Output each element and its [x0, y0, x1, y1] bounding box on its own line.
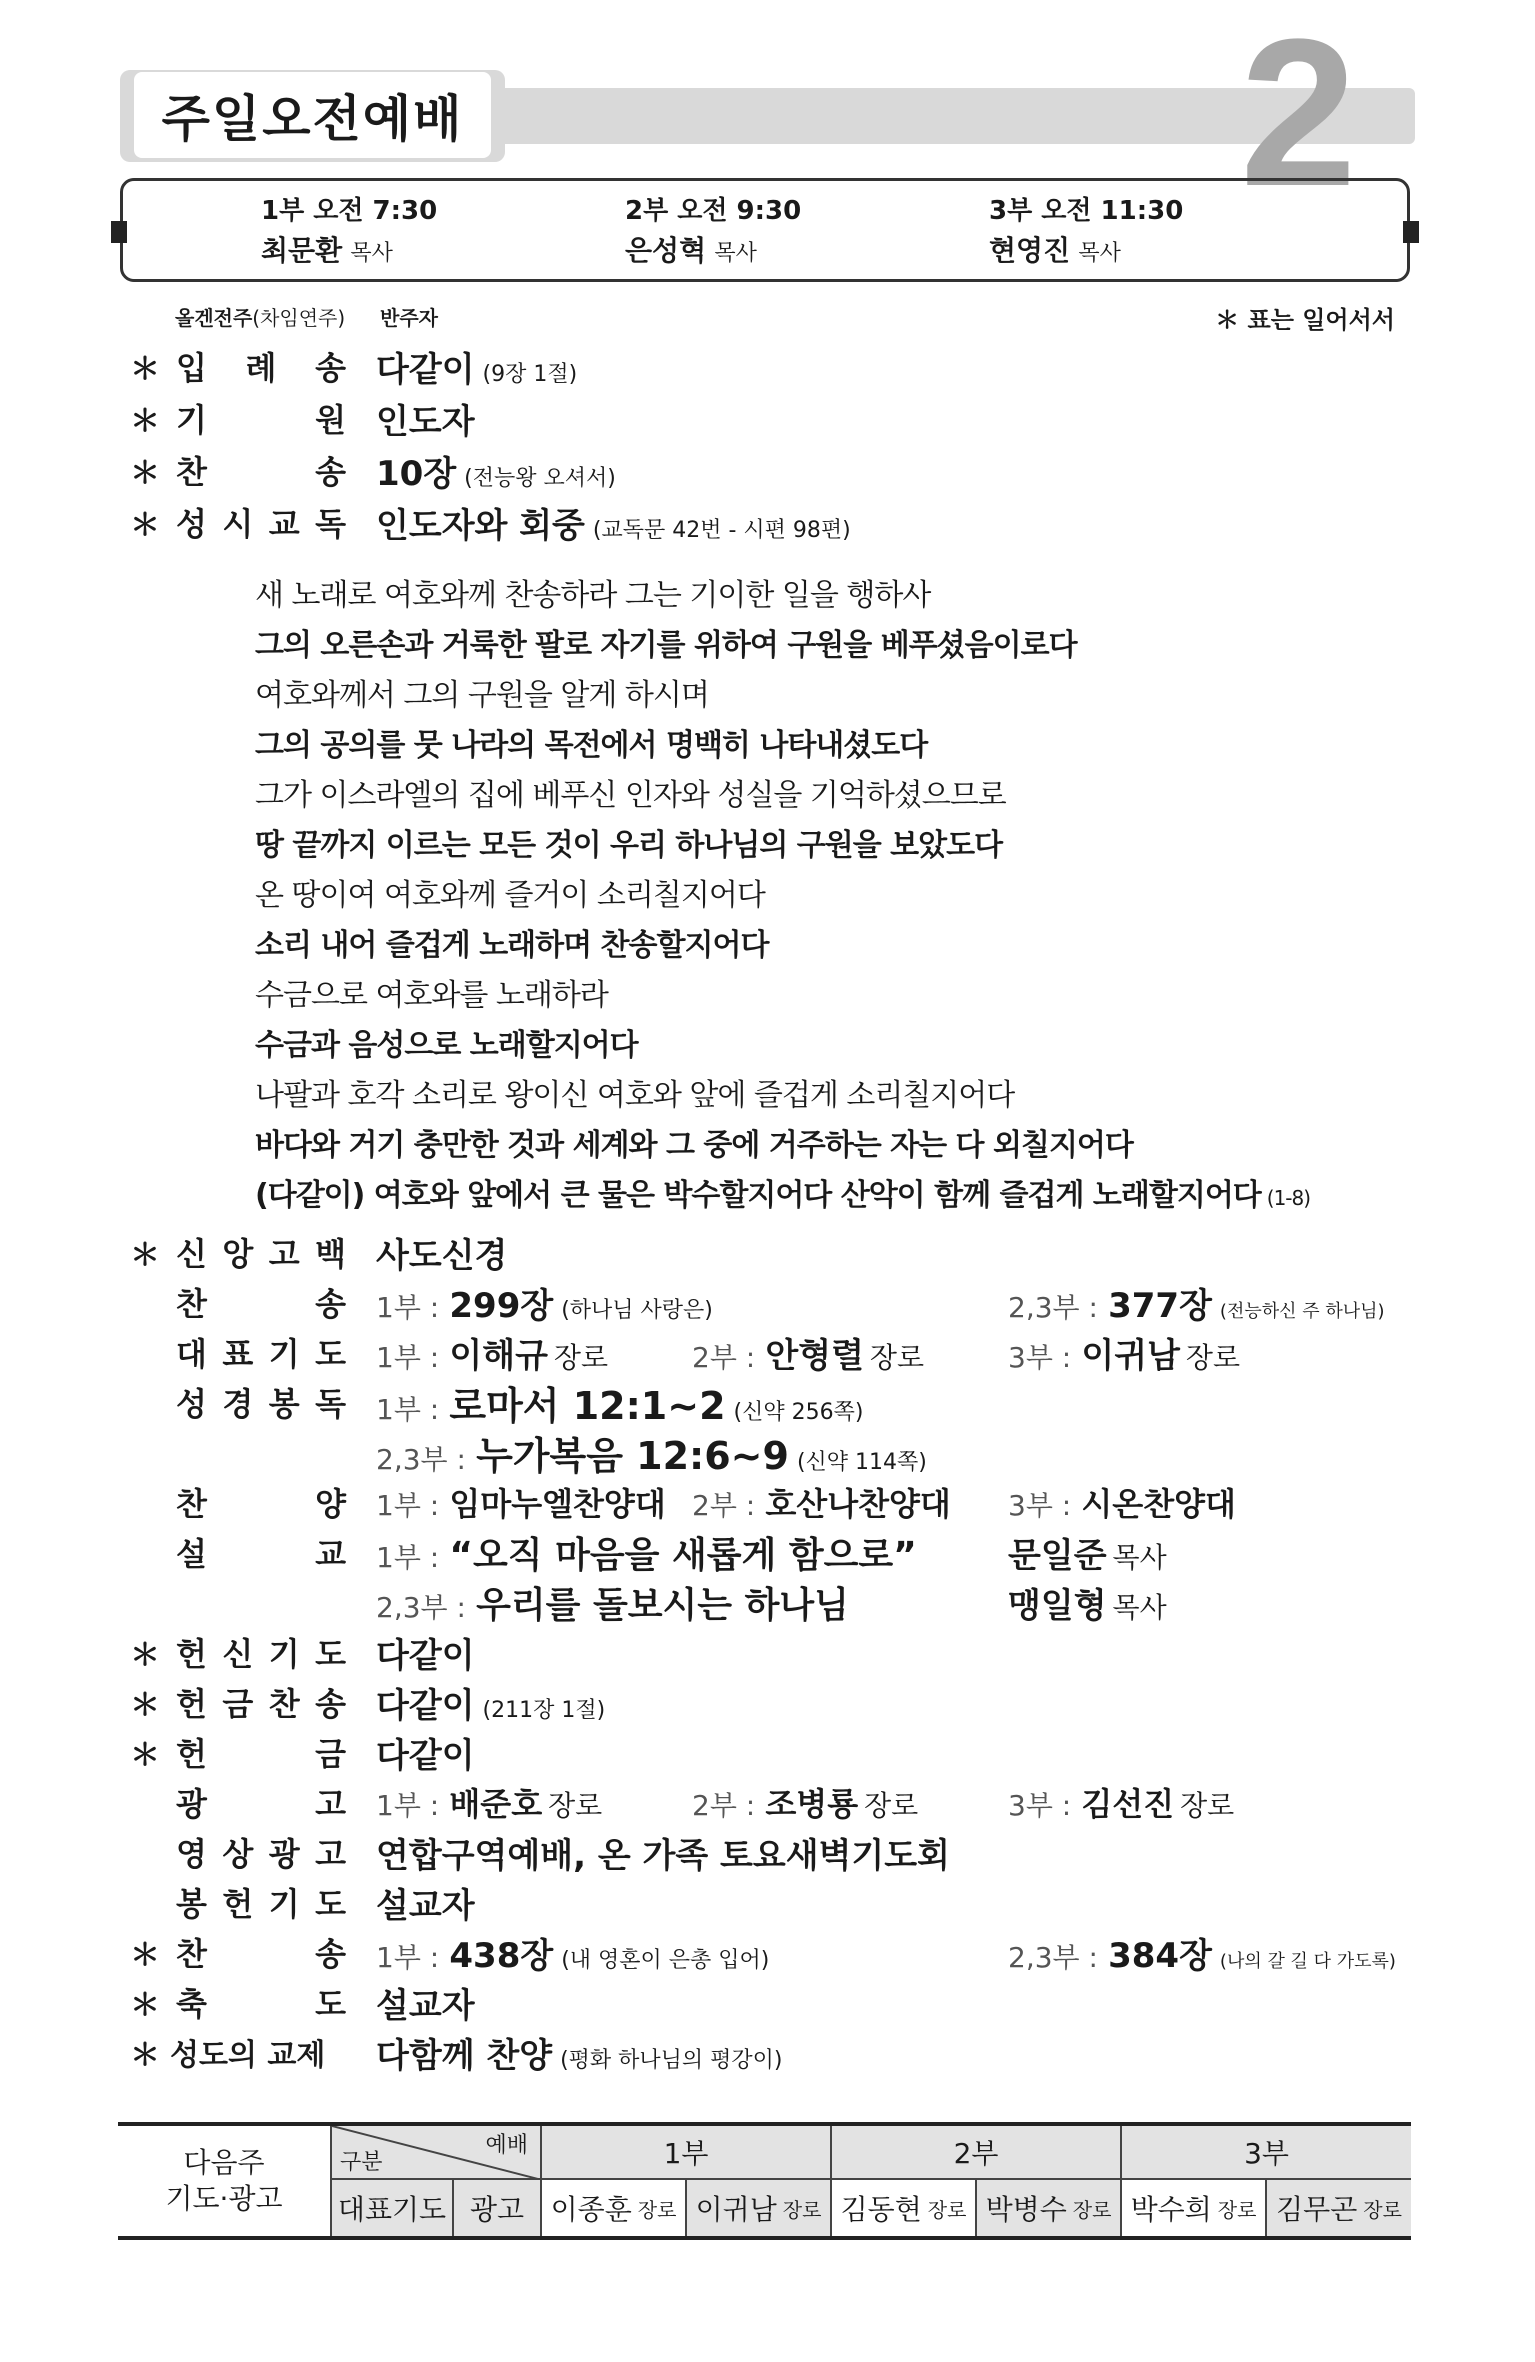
row-label: 성 시 교 독: [176, 505, 346, 543]
box-marker-left: [111, 221, 127, 243]
order-row-video-announcements: [130, 1828, 1435, 1876]
order-row-fellowship: [130, 2028, 1435, 2076]
row-content-3: 3부 : 김선진 장로: [1008, 1785, 1235, 1823]
service-3-time: 3부 오전 11:30: [989, 196, 1184, 226]
order-row-hymn-2: [130, 1278, 1435, 1326]
order-row-responsive-reading: [130, 498, 1435, 546]
person-cell: 김무곤 장로: [1265, 2180, 1411, 2236]
service-3-title: 목사: [1078, 241, 1121, 266]
row-content: 1부 : “오직 마음을 새롭게 함으로”: [376, 1534, 917, 1576]
row-label: 찬 송: [176, 1935, 346, 1973]
row-content-3: 3부 : 시온찬양대: [1008, 1485, 1236, 1523]
row-content: 설교자: [376, 1985, 475, 2026]
stand-star: ＊: [130, 1638, 160, 1673]
row-label-prayer: 대표기도: [330, 2180, 452, 2236]
row-content: 사도신경: [376, 1235, 508, 1276]
row-content-2: 2부 : 호산나찬양대: [692, 1485, 951, 1523]
order-row-benediction: [130, 1978, 1435, 2026]
reading-line: 땅 끝까지 이르는 모든 것이 우리 하나님의 구원을 보았도다: [255, 828, 1003, 863]
row-content: 다함께 찬양 (평화 하나님의 평강이): [376, 2035, 783, 2076]
service-1-time: 1부 오전 7:30: [261, 196, 438, 226]
stand-star: ＊: [130, 508, 160, 543]
service-2-pastor: 은성혁: [625, 234, 707, 267]
reading-line: 그의 공의를 뭇 나라의 목전에서 명백히 나타내셨도다: [255, 728, 928, 763]
corner-top-label: 예배: [485, 2133, 528, 2158]
stand-star: ＊: [130, 1688, 160, 1723]
row-content-2: 2,3부 : 384장 (나의 갈 길 다 가도록): [1008, 1935, 1396, 1976]
row-content: 연합구역예배, 온 가족 토요새벽기도회: [376, 1835, 950, 1876]
person-cell: 이귀남 장로: [685, 2180, 830, 2236]
service-3: [989, 191, 1183, 274]
page-title: 주일오전예배: [161, 90, 464, 148]
service-times-box: [120, 178, 1410, 282]
row-content: 1부 : 299장 (하나님 사랑은): [376, 1285, 713, 1326]
order-row-sermon-2: [130, 1578, 1435, 1626]
row-label: 기 원: [176, 401, 346, 439]
corner-header: [330, 2126, 540, 2180]
row-content: 2,3부 : 누가복음 12:6~9 (신약 114쪽): [376, 1433, 927, 1478]
row-content-3: 맹일형 목사: [1008, 1585, 1167, 1626]
row-content: 2,3부 : 우리를 돌보시는 하나님: [376, 1584, 849, 1626]
organ-sub: (차임연주): [252, 306, 346, 330]
order-row-creed: [130, 1228, 1435, 1276]
row-label: 신 앙 고 백: [176, 1235, 346, 1273]
reading-line: 소리 내어 즐겁게 노래하며 찬송할지어다: [255, 928, 769, 963]
row-content-3: 3부 : 이귀남 장로: [1008, 1335, 1241, 1376]
row-content: 인도자: [376, 401, 475, 442]
order-row-scripture: [130, 1378, 1435, 1426]
person-cell: 박병수 장로: [975, 2180, 1120, 2236]
next-week-title: 다음주 기도·광고: [165, 2146, 283, 2215]
person-cell: 김동현 장로: [830, 2180, 975, 2236]
stand-star: ＊: [130, 1938, 160, 1973]
row-label: 광 고: [176, 1785, 346, 1823]
row-content: 1부 : 임마누엘찬양대: [376, 1485, 666, 1523]
row-label: 찬 송: [176, 1285, 346, 1323]
row-label: 헌 금: [176, 1735, 346, 1773]
order-row-offering: [130, 1728, 1435, 1776]
service-2: [625, 191, 801, 274]
service-1: [261, 191, 437, 274]
reading-line-final: (다같이) 여호와 앞에서 큰 물은 박수할지어다 산악이 함께 즐겁게 노래할지어다 (1-8): [255, 1178, 1311, 1213]
next-week-table: [118, 2122, 1411, 2240]
row-content-2: 2,3부 : 377장 (전능하신 주 하나님): [1008, 1285, 1385, 1326]
row-content: 1부 : 이해규 장로: [376, 1335, 609, 1376]
row-content-2: 2부 : 안형렬 장로: [692, 1335, 925, 1376]
stand-note: ＊ 표는 일어서서: [1215, 306, 1395, 334]
order-row-offering-hymn: [130, 1678, 1435, 1726]
row-label: 찬 송: [176, 453, 346, 491]
service-2-time: 2부 오전 9:30: [625, 196, 802, 226]
order-row-prayer: [130, 1328, 1435, 1376]
title-box: [134, 72, 491, 158]
reading-line: 수금으로 여호와를 노래하라: [255, 978, 608, 1013]
row-content: 1부 : 438장 (내 영혼이 은총 입어): [376, 1935, 770, 1976]
row-label: 성 경 봉 독: [176, 1385, 346, 1423]
row-label: 영 상 광 고: [176, 1835, 346, 1873]
order-row-closing-hymn: [130, 1928, 1435, 1976]
service-2-title: 목사: [714, 241, 757, 266]
row-label: 입 례 송: [176, 349, 346, 387]
stand-star: ＊: [130, 1738, 160, 1773]
reading-line: 수금과 음성으로 노래할지어다: [255, 1028, 638, 1063]
reading-line: 나팔과 호각 소리로 왕이신 여호와 앞에 즐겁게 소리칠지어다: [255, 1078, 1015, 1113]
reading-line: 바다와 거기 충만한 것과 세계와 그 중에 거주하는 자는 다 외칠지어다: [255, 1128, 1133, 1163]
page-number: 2: [1240, 0, 1357, 230]
row-label: 대 표 기 도: [176, 1335, 346, 1373]
reading-line: 온 땅이여 여호와께 즐거이 소리칠지어다: [255, 878, 765, 913]
stand-star: ＊: [130, 404, 160, 439]
service-1-title: 목사: [350, 241, 393, 266]
row-label: 찬 양: [176, 1485, 346, 1523]
organ-label: 올겐전주: [175, 306, 253, 330]
service-1-pastor: 최문환: [261, 234, 343, 267]
row-content: 설교자: [376, 1885, 475, 1926]
row-content: 다같이: [376, 1735, 475, 1776]
header-service-1: 1부: [540, 2126, 830, 2180]
row-label: 설 교: [176, 1535, 346, 1573]
row-content-2: 2부 : 조병룡 장로: [692, 1785, 919, 1823]
row-content: 1부 : 배준호 장로: [376, 1785, 603, 1823]
order-row-invocation: [130, 394, 1435, 442]
row-label: 봉 헌 기 도: [176, 1885, 346, 1923]
row-label: 축 도: [176, 1985, 346, 2023]
stand-star: ＊: [130, 2038, 160, 2073]
stand-star: ＊: [130, 1238, 160, 1273]
box-marker-right: [1403, 221, 1419, 243]
order-row-hymn-1: [130, 446, 1435, 494]
row-label: 헌 신 기 도: [176, 1635, 346, 1673]
row-content: 다같이: [376, 1635, 475, 1676]
row-content-3: 문일준 목사: [1008, 1535, 1167, 1576]
reading-line: 그의 오른손과 거룩한 팔로 자기를 위하여 구원을 베푸셨음이로다: [255, 628, 1077, 663]
stand-star: ＊: [130, 456, 160, 491]
corner-bottom-label: 구분: [340, 2150, 383, 2175]
row-label-announce: 광고: [452, 2180, 540, 2236]
header-service-2: 2부: [830, 2126, 1120, 2180]
order-row-scripture-2: [130, 1428, 1435, 1476]
order-row-dedication-prayer: [130, 1628, 1435, 1676]
order-row-offering-prayer: [130, 1878, 1435, 1926]
stand-star: ＊: [130, 1988, 160, 2023]
order-row-choir: [130, 1478, 1435, 1526]
row-label: 헌 금 찬 송: [176, 1685, 346, 1723]
organ-prelude: [175, 302, 438, 331]
service-3-pastor: 현영진: [989, 234, 1071, 267]
order-row-announcements: [130, 1778, 1435, 1826]
accompanist-label: 반주자: [380, 306, 438, 330]
person-cell: 박수희 장로: [1120, 2180, 1265, 2236]
row-content: 인도자와 회중 (교독문 42번 - 시편 98편): [376, 505, 851, 546]
stand-star: ＊: [130, 352, 160, 387]
person-cell: 이종훈 장로: [540, 2180, 685, 2236]
row-content: 다같이 (211장 1절): [376, 1685, 606, 1726]
row-label: 성도의 교제: [170, 2038, 326, 2073]
header-service-3: 3부: [1120, 2126, 1411, 2180]
order-row-introit: [130, 342, 1435, 390]
row-content: 10장 (전능왕 오셔서): [376, 453, 616, 494]
reading-line: 새 노래로 여호와께 찬송하라 그는 기이한 일을 행하사: [255, 578, 931, 613]
row-content: 1부 : 로마서 12:1~2 (신약 256쪽): [376, 1383, 864, 1428]
row-content: 다같이 (9장 1절): [376, 349, 578, 390]
order-row-sermon: [130, 1528, 1435, 1576]
reading-line: 그가 이스라엘의 집에 베푸신 인자와 성실을 기억하셨으므로: [255, 778, 1006, 813]
reading-line: 여호와께서 그의 구원을 알게 하시며: [255, 678, 709, 713]
